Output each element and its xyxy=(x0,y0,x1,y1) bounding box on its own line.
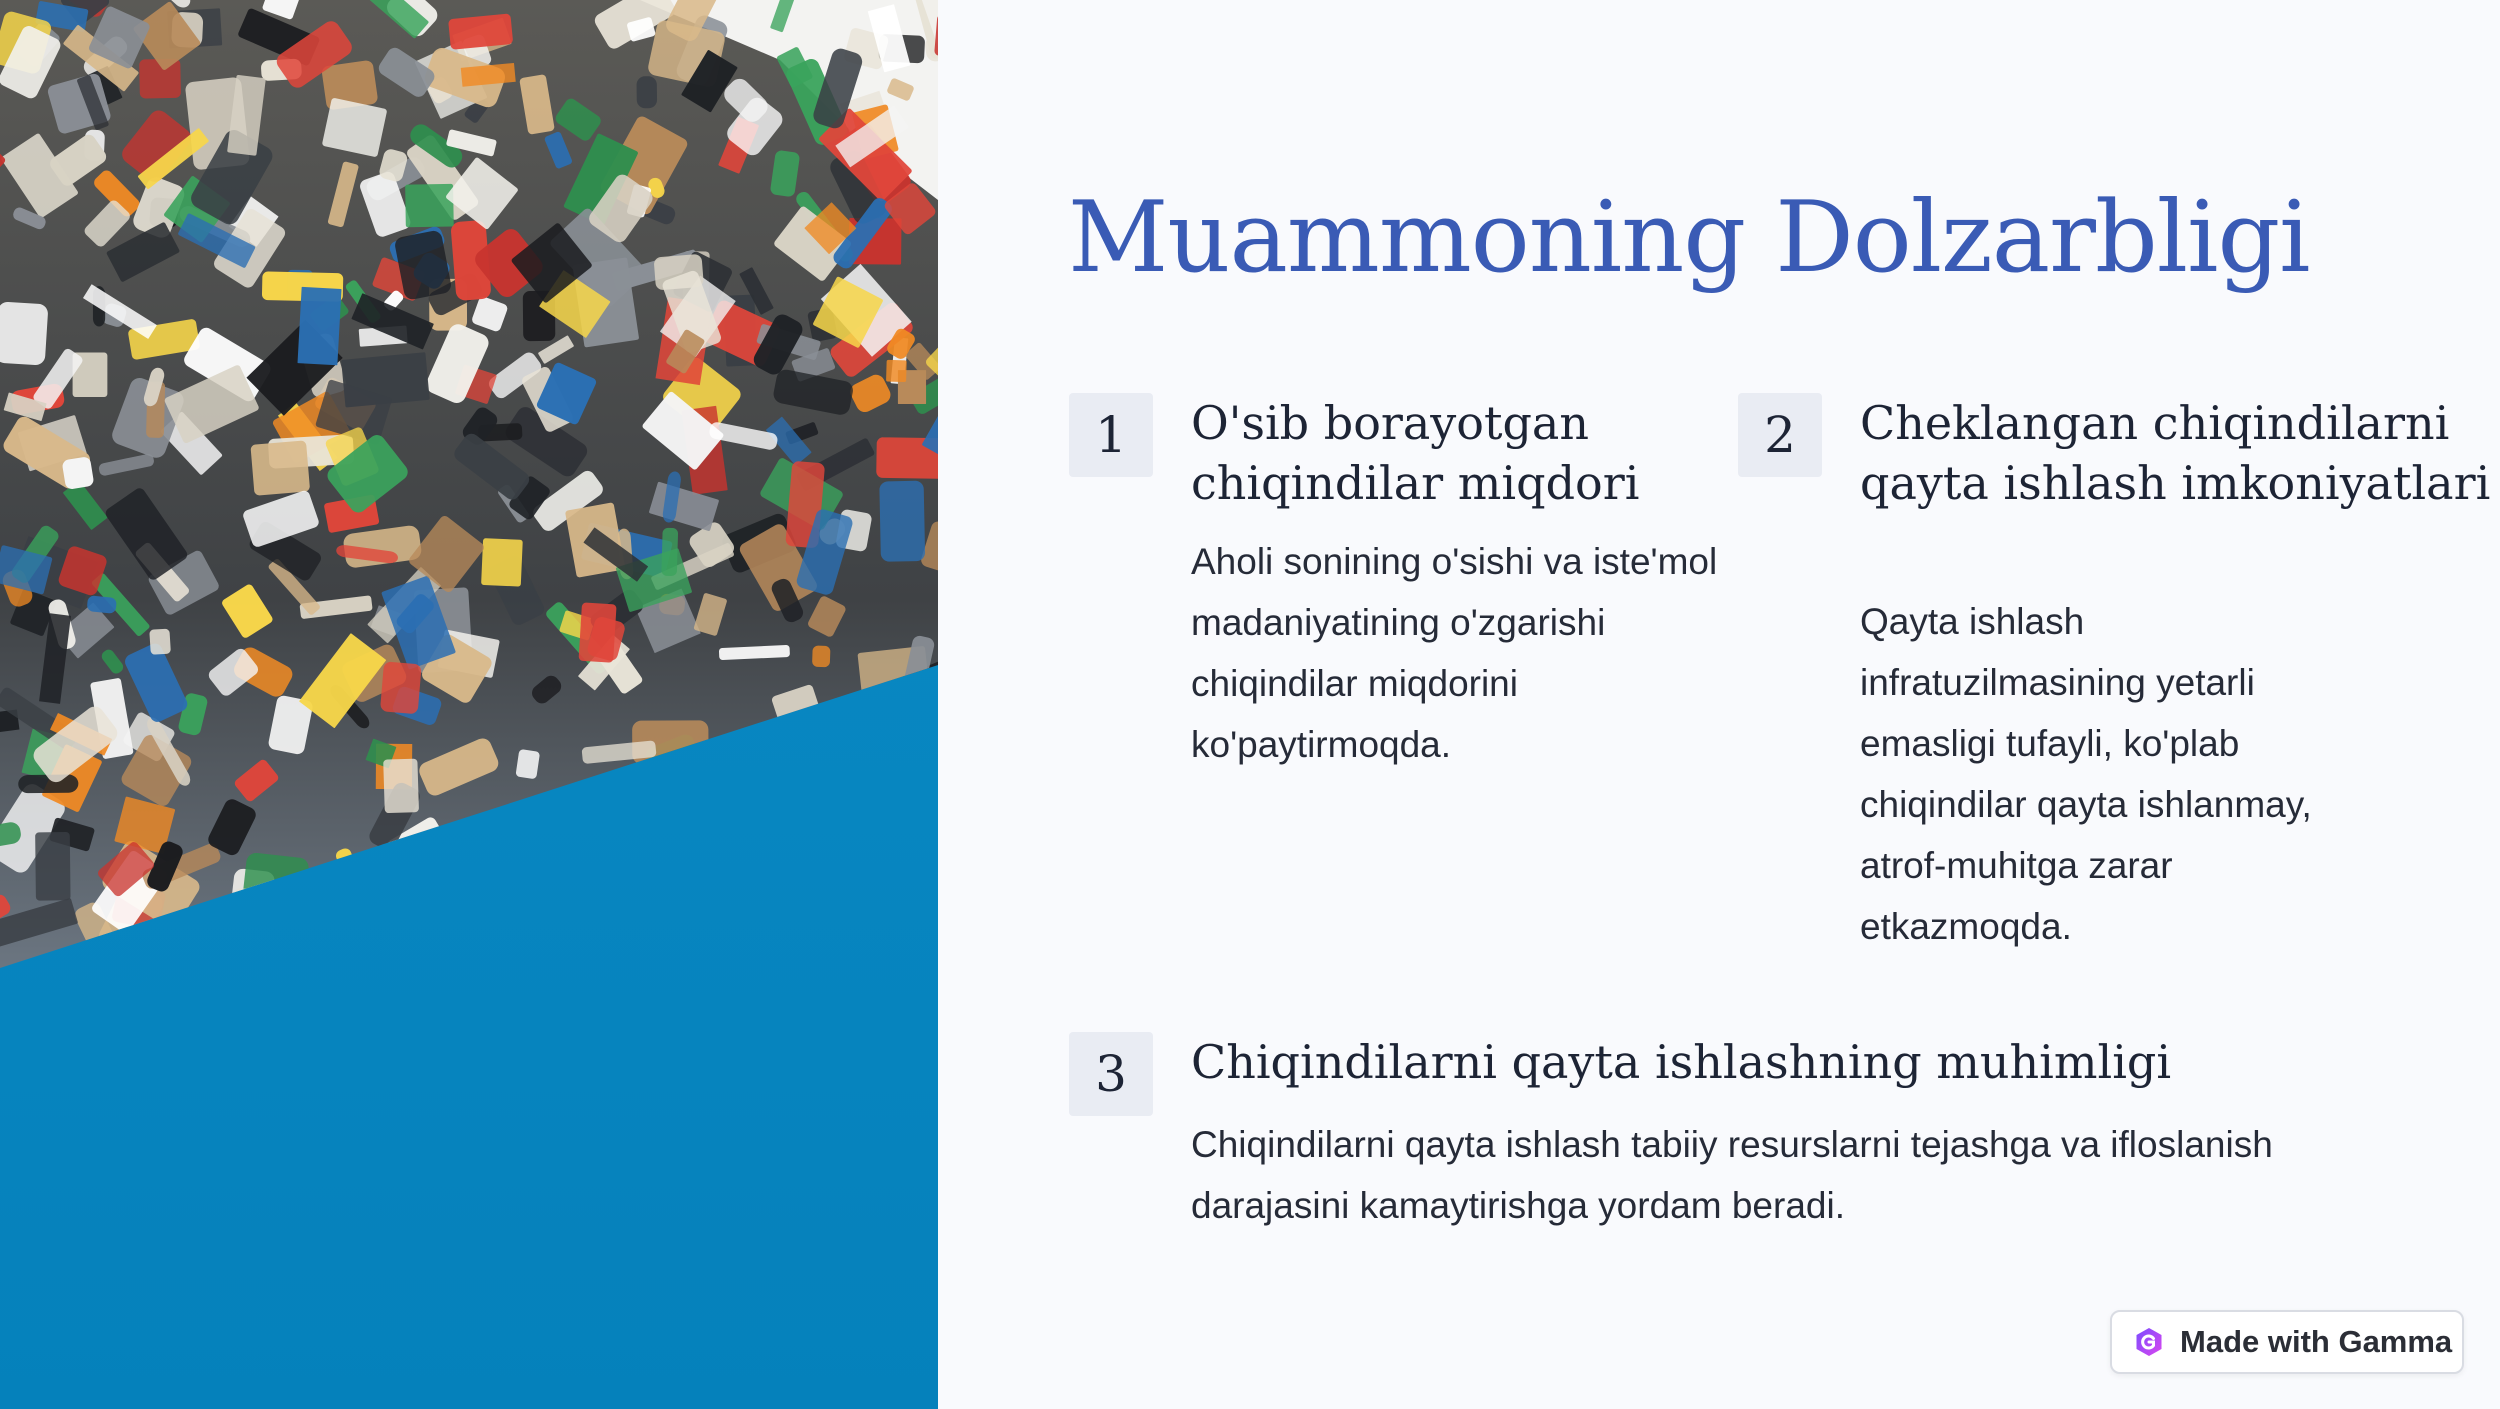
point-title-3: Chiqindilarni qayta ishlashning muhimligi xyxy=(1191,1035,2172,1089)
point-number-2: 2 xyxy=(1738,393,1822,477)
point-number-1: 1 xyxy=(1069,393,1153,477)
point-description-1: Aholi sonining o'sishi va iste'mol madaniyatining o'zgarishi chiqindilar miqdorini ko'paytirmoqda. xyxy=(1191,541,1718,765)
garbage-pile-photo xyxy=(0,0,938,1409)
point-title-2: Cheklangan chiqindilarni qayta ishlash imkoniyatlari xyxy=(1860,396,2491,510)
slide-title: Muammoning Dolzarbligi xyxy=(1068,181,2310,295)
gamma-logo-icon xyxy=(2134,1327,2164,1357)
left-image-panel xyxy=(0,0,938,1409)
made-with-gamma-badge[interactable] xyxy=(2110,1310,2464,1374)
point-description-2: Qayta ishlash infratuzilmasining yetarli emasligi tufayli, ko'plab chiqindilar qayta ishlanmay, atrof-muhitga zarar etkazmoqda. xyxy=(1860,601,2312,947)
point-description-3: Chiqindilarni qayta ishlash tabiiy resurslarni tejashga va ifloslanish darajasini kamaytirishga yordam beradi. xyxy=(1191,1124,2273,1226)
point-title-1: O'sib borayotgan chiqindilar miqdori xyxy=(1191,396,1640,510)
made-with-gamma-label: Made with Gamma xyxy=(2180,1324,2453,1359)
point-number-3: 3 xyxy=(1069,1032,1153,1116)
